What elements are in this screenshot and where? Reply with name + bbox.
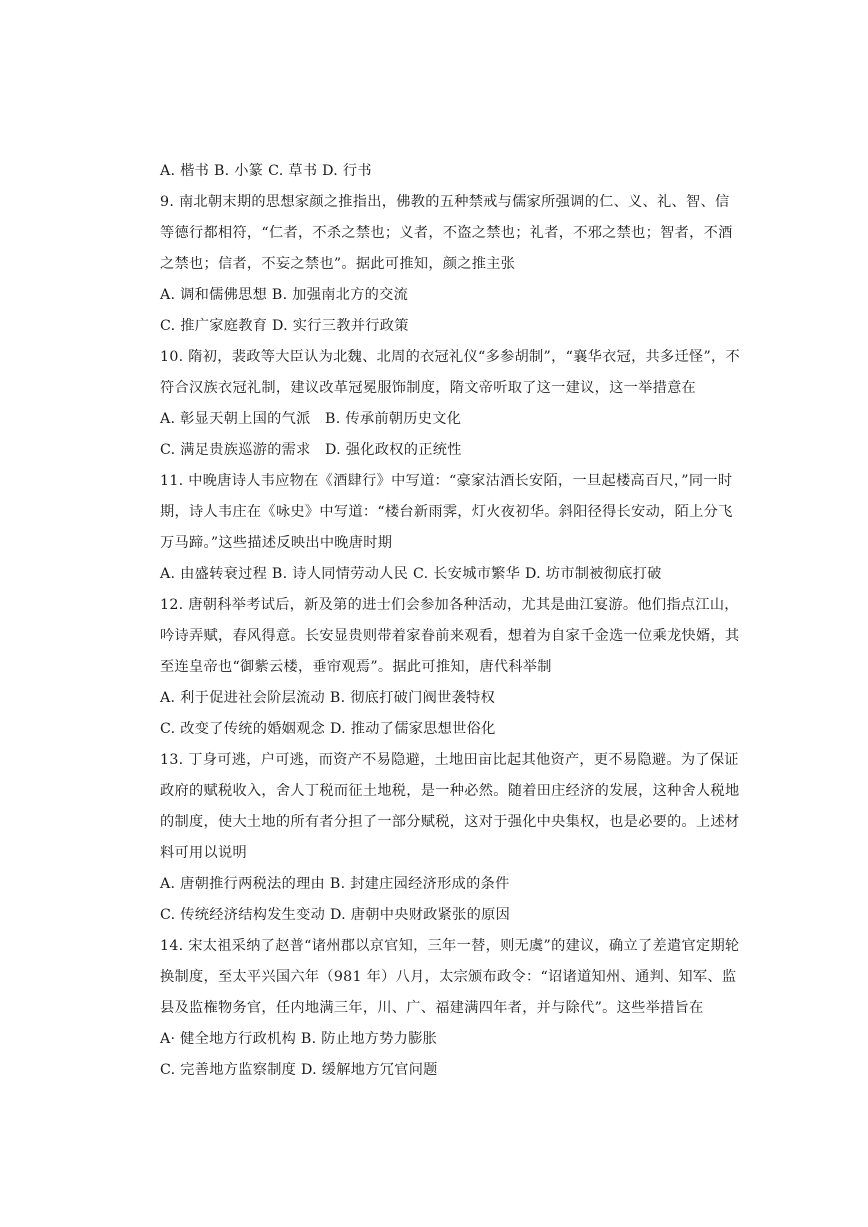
q13-options-ab: A. 唐朝推行两税法的理由 B. 封建庄园经济形成的条件	[160, 876, 510, 892]
q10-stem-line-1: 10. 隋初，裴政等大臣认为北魏、北周的衣冠礼仪“多参胡制”，“襄华衣冠，共多迁怪”，不	[160, 349, 741, 365]
q13-stem-line-1: 13. 丁身可逃，户可逃，而资产不易隐避，土地田亩比起其他资产，更不易隐避。为了保证	[160, 752, 739, 768]
q9-options-ab: A. 调和儒佛思想 B. 加强南北方的交流	[160, 287, 409, 303]
q8-options: A. 楷书 B. 小篆 C. 草书 D. 行书	[160, 163, 372, 179]
q10-option-a: A. 彰显天朝上国的气派	[160, 411, 311, 427]
q11-stem-line-3: 万马蹄。”这些描述反映出中晚唐时期	[160, 535, 393, 551]
q13-stem-line-2: 政府的赋税收入，舍人丁税而征土地税，是一种必然。随着田庄经济的发展，这种舍人税地	[160, 783, 740, 799]
q9-stem-line-3: 之禁也；信者，不妄之禁也”。据此可推知，颜之推主张	[160, 256, 516, 272]
q11-options: A. 由盛转衰过程 B. 诗人同情劳动人民 C. 长安城市繁华 D. 坊市制被彻底打破	[160, 566, 662, 582]
q14-stem-line-3: 县及监権物务官，任内地满三年，川、广、福建满四年者，并与除代”。这些举措旨在	[160, 1000, 704, 1016]
q10-options-ab	[160, 404, 710, 435]
q13-stem-line-3: 的制度，使大土地的所有者分担了一部分赋税，这对于强化中央集权，也是必要的。上述材	[160, 814, 740, 830]
q12-options-ab: A. 利于促进社会阶层流动 B. 彻底打破门阀世袭特权	[160, 690, 496, 706]
q14-stem-line-2: 换制度，至太平兴国六年（981 年）八月，太宗颁布政令：“诏诸道知州、通判、知军、监	[160, 969, 737, 985]
q14-options-ab: A· 健全地方行政机构 B. 防止地方势力膨胀	[160, 1031, 438, 1047]
q13-options-cd: C. 传统经济结构发生变动 D. 唐朝中央财政紧张的原因	[160, 907, 511, 923]
q14-options-cd: C. 完善地方监察制度 D. 缓解地方冗官问题	[160, 1062, 438, 1078]
q9-stem-line-2: 等德行都相符，“仁者，不杀之禁也；义者，不盗之禁也；礼者，不邪之禁也；智者，不酒	[160, 225, 733, 241]
q12-options-cd: C. 改变了传统的婚姻观念 D. 推动了儒家思想世俗化	[160, 721, 496, 737]
q12-stem-line-2: 吟诗弄赋，春风得意。长安显贵则带着家眷前来观看，想着为自家千金选一位乘龙快婿，其	[160, 628, 740, 644]
q11-stem-line-1: 11. 中晚唐诗人韦应物在《酒肆行》中写道：“豪家沽酒长安陌，一旦起楼高百尺，”同一时	[160, 473, 733, 489]
q10-option-d: D. 强化政权的正统性	[325, 442, 462, 458]
q10-option-b: B. 传承前朝历史文化	[325, 411, 462, 427]
q9-stem-line-1: 9. 南北朝末期的思想家颜之推指出，佛教的五种禁戒与儒家所强调的仁、义、礼、智、信	[160, 194, 730, 210]
q12-stem-line-1: 12. 唐朝科举考试后，新及第的进士们会参加各种活动，尤其是曲江宴游。他们指点江山，	[160, 597, 739, 613]
q14-stem-line-1: 14. 宋太祖采纳了赵普“诸州郡以京官知，三年一替，则无虞”的建议，确立了差遣官定期轮	[160, 938, 740, 954]
q10-options-cd	[160, 435, 710, 466]
q13-stem-line-4: 料可用以说明	[160, 845, 247, 861]
q12-stem-line-3: 至连皇帝也“御紫云楼，垂帘观焉”。据此可推知，唐代科举制	[160, 659, 552, 675]
q11-stem-line-2: 期，诗人韦庄在《咏史》中写道：“楼台新雨霁，灯火夜初华。斜阳径得长安动，陌上分飞	[160, 504, 733, 520]
exam-page	[160, 156, 741, 1086]
q9-options-cd: C. 推广家庭教育 D. 实行三教并行政策	[160, 318, 409, 334]
q10-stem-line-2: 符合汉族衣冠礼制，建议改革冠冕服饰制度，隋文帝听取了这一建议，这一举措意在	[160, 380, 697, 396]
q10-option-c: C. 满足贵族巡游的需求	[160, 442, 311, 458]
